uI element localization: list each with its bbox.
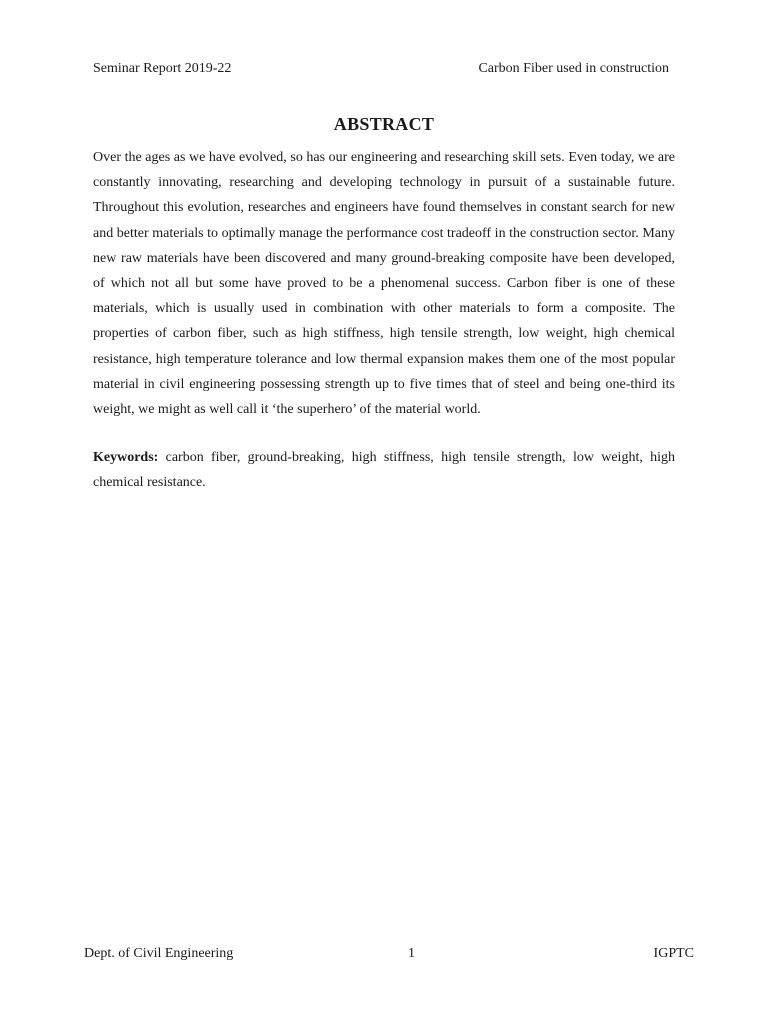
page-number: 1 — [408, 946, 415, 961]
abstract-heading: ABSTRACT — [333, 114, 435, 134]
abstract-paragraph: Over the ages as we have evolved, so has our engineering and researching skill sets. Even today, we are constantly innovating, researching and developing technology in pursuit of a sustainable future. Throughout this evolution, researches and engineers have found themselves in constant search for new and better materials to optimally manage the performance cost tradeoff in the construction sector. Many new raw materials have been discovered and many ground-breaking composite have been developed, of which not all but some have proved to be a phenomenal success. Carbon fiber is one of these materials, which is usually used in combination with other materials to form a composite. The properties of carbon fiber, such as high stiffness, high tensile strength, low weight, high chemical resistance, high temperature tolerance and low thermal expansion makes them one of the most popular material in civil engineering possessing strength up to five times that of steel and being one-third its weight, we might as well call it ‘the superhero’ of the material world. — [93, 150, 675, 418]
header-report-title: Seminar Report 2019-22 — [93, 61, 232, 76]
footer-department: Dept. of Civil Engineering — [84, 946, 234, 961]
keywords-label: Keywords: — [93, 450, 159, 465]
keywords-text: carbon fiber, ground-breaking, high stiffness, high tensile strength, low weight, high chemical resistance. — [93, 450, 675, 491]
header-topic: Carbon Fiber used in construction — [478, 61, 669, 76]
footer-institution: IGPTC — [653, 946, 694, 961]
page-footer — [84, 944, 694, 964]
page-header — [93, 60, 669, 78]
keywords-paragraph — [93, 445, 675, 495]
